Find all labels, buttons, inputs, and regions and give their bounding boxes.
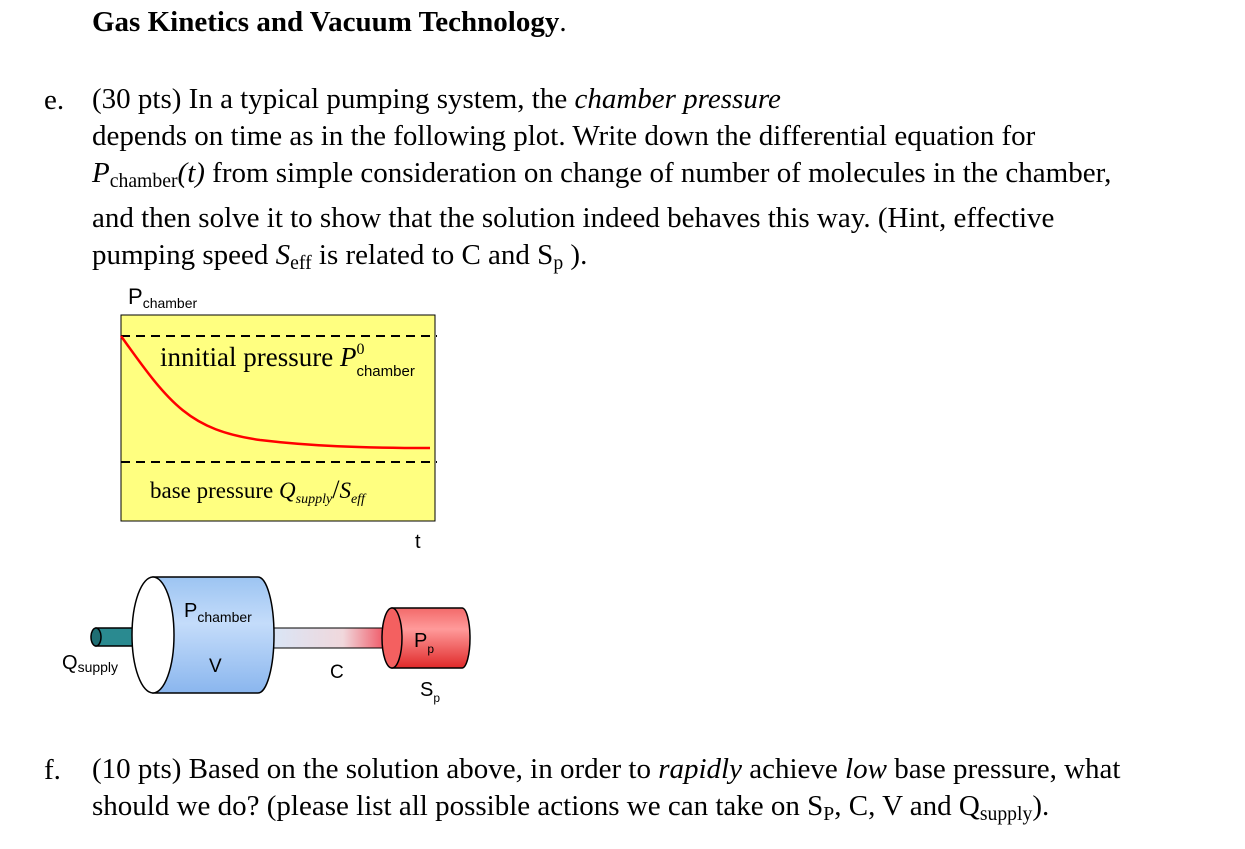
initial-pressure-label: innitial pressure $P^0$ chamber [160,341,415,380]
page-title: Gas Kinetics and Vacuum Technology. [92,6,567,38]
conductance-label: C [330,662,344,683]
plot-y-axis-label: Pchamber [128,284,198,311]
pump-face [382,608,402,668]
pump-pressure-label: $P_p$ [414,630,435,656]
vacuum-system-diagram [62,577,470,705]
plot-x-axis-label: t [415,531,421,553]
question-f-label: f. [44,754,61,786]
pump-body [392,608,470,668]
conductance-tube [268,628,393,648]
base-pressure-label: base pressure $Q_{supply}/S_{eff}$ [150,475,365,507]
question-f-text: (10 pts) Based on the solution above, in order to rapidly achieve low base pressure, what should we do? (please list all possible actions we can take on $S_P$, C, V and $Q_{supply}$). [92,753,1121,825]
chamber-face [132,577,174,693]
question-e-label: e. [44,84,65,116]
supply-label: Qsupply [62,652,119,675]
chamber-volume-label: V [209,656,222,677]
inlet-pipe-end [91,628,101,646]
pressure-plot [121,284,437,553]
question-e-text: (30 pts) In a typical pumping system, the chamber pressure depends on time as in the following plot. Write down the differential equation for $P_{chamber}(t)$ from simple consideration on change of number of molecules in the chamber, and then solve it to show that the solution indeed behaves this way. (Hint, effective pumping speed $S_{eff}$ is related to C and $S_p$ ). [92,83,1112,274]
pump-speed-label: $S_p$ [420,679,441,705]
chamber-pressure-label: $P_{chamber}$ [184,600,252,625]
